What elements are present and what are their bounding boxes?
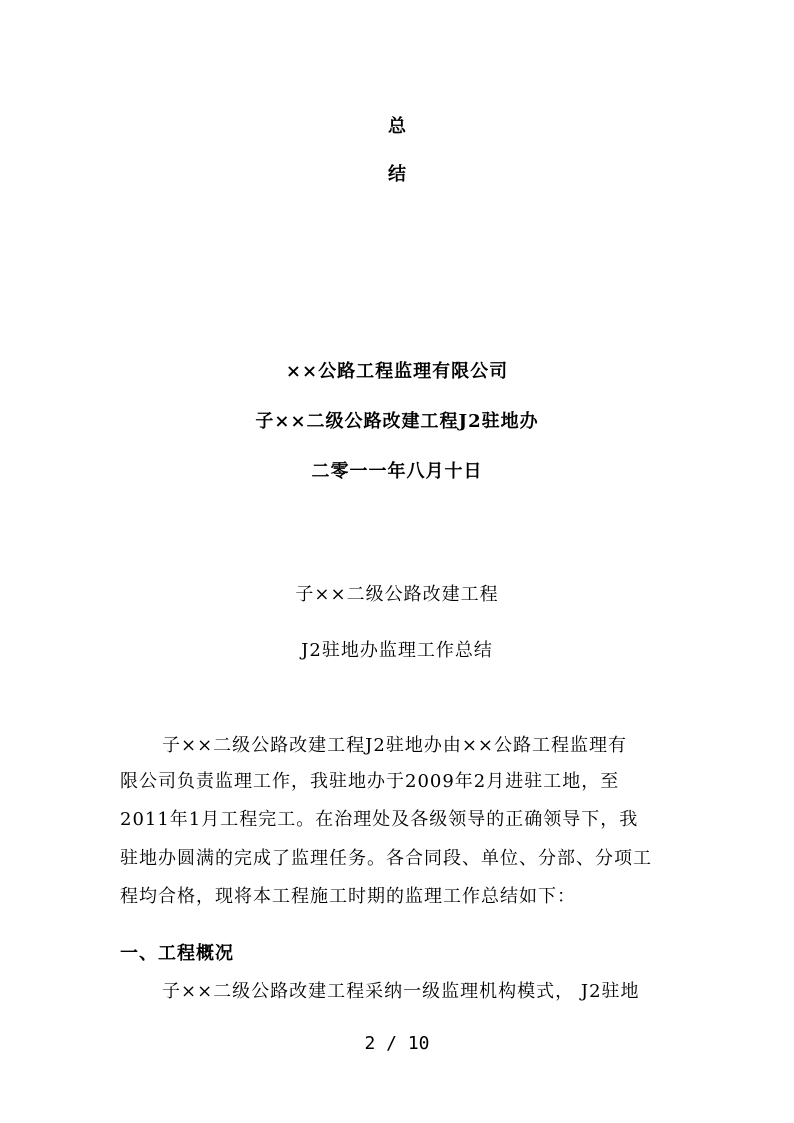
paragraph-1-line-5: 程均合格，现将本工程施工时期的监理工作总结如下：: [120, 886, 576, 907]
cover-title-char-1: 总: [388, 116, 406, 137]
paragraph-1-line-1: 子××二级公路改建工程J2驻地办由××公路工程监理有: [162, 735, 627, 756]
page-number: 2 / 10: [364, 1033, 430, 1054]
paragraph-1-line-3: 2011年1月工程完工。在治理处及各级领导的正确领导下，我: [120, 809, 639, 830]
cover-title-char-2: 结: [388, 164, 406, 185]
paragraph-1-line-2: 限公司负责监理工作，我驻地办于2009年2月进驻工地，至: [120, 771, 620, 792]
cover-date: 二零一一年八月十日: [311, 461, 483, 482]
office-name: 子××二级公路改建工程J2驻地办: [255, 411, 539, 432]
report-title-line-2: J2驻地办监理工作总结: [301, 640, 493, 661]
section-1-heading: 一、工程概况: [120, 943, 234, 964]
company-name: ××公路工程监理有限公司: [285, 361, 509, 382]
paragraph-1-line-4: 驻地办圆满的完成了监理任务。各合同段、单位、分部、分项工: [120, 848, 652, 869]
report-title-line-1: 子××二级公路改建工程: [295, 584, 499, 605]
paragraph-2-line-1: 子××二级公路改建工程采纳一级监理机构模式， J2驻地: [162, 981, 640, 1002]
